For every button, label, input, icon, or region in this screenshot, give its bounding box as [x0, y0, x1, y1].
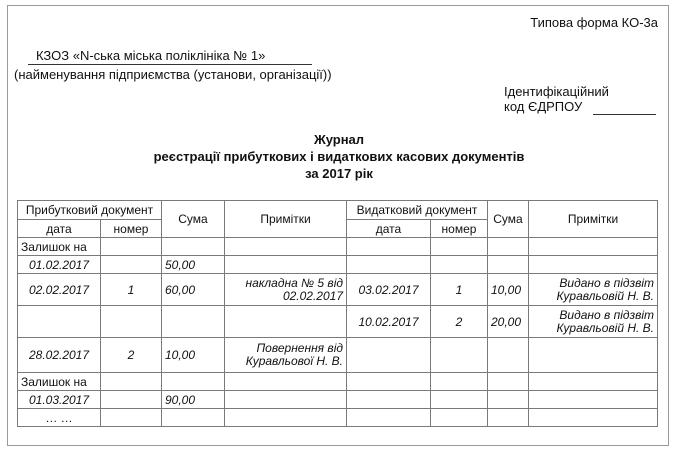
income-number-cell [101, 306, 162, 338]
expense-number-cell [431, 373, 488, 391]
income-number-cell [101, 373, 162, 391]
income-note-cell [225, 373, 347, 391]
expense-sum-cell [488, 338, 529, 373]
income-date-cell: … … [18, 409, 101, 427]
expense-note-cell [529, 338, 658, 373]
expense-date-cell [347, 391, 431, 409]
expense-sum-cell: 10,00 [488, 274, 529, 306]
income-note-cell: накладна № 5 від 02.02.2017 [225, 274, 347, 306]
expense-note-cell [529, 409, 658, 427]
expense-number-cell [431, 338, 488, 373]
expense-doc-header: Видатковий документ [347, 201, 488, 220]
expense-number-cell: 2 [431, 306, 488, 338]
table-row [18, 338, 658, 373]
income-number-cell [101, 256, 162, 274]
expense-note-cell: Видано в підзвіт Куравльовій Н. В. [529, 306, 658, 338]
income-note-cell [225, 256, 347, 274]
expense-number-header: номер [431, 220, 488, 238]
expense-date-header: дата [347, 220, 431, 238]
expense-sum-cell: 20,00 [488, 306, 529, 338]
journal-year: за 2017 рік [305, 166, 373, 181]
journal-table [17, 200, 658, 427]
income-doc-header: Прибутковий документ [18, 201, 162, 220]
expense-date-cell [347, 238, 431, 256]
income-note-cell: Повернення від Куравльової Н. В. [225, 338, 347, 373]
expense-date-cell [347, 338, 431, 373]
expense-number-cell: 1 [431, 274, 488, 306]
income-sum-header: Сума [162, 201, 225, 238]
income-date-cell: 02.02.2017 [18, 274, 101, 306]
table-row [18, 391, 658, 409]
expense-notes-header: Примітки [529, 201, 658, 238]
table-row [18, 409, 658, 427]
edrpou-code-label: код ЄДРПОУ [504, 99, 583, 114]
identification-label: Ідентифікаційний [504, 84, 609, 99]
expense-note-cell: Видано в підзвіт Куравльовій Н. В. [529, 274, 658, 306]
expense-sum-cell [488, 373, 529, 391]
edrpou-code-field [593, 114, 656, 115]
expense-sum-cell [488, 238, 529, 256]
expense-date-cell [347, 373, 431, 391]
income-date-cell: Залишок на [18, 238, 101, 256]
expense-number-cell [431, 256, 488, 274]
expense-date-cell [347, 409, 431, 427]
expense-date-cell: 10.02.2017 [347, 306, 431, 338]
income-sum-cell [162, 409, 225, 427]
income-sum-cell: 10,00 [162, 338, 225, 373]
expense-note-cell [529, 373, 658, 391]
expense-sum-header: Сума [488, 201, 529, 238]
income-note-cell [225, 391, 347, 409]
income-sum-cell: 60,00 [162, 274, 225, 306]
expense-number-cell [431, 238, 488, 256]
table-row [18, 373, 658, 391]
table-row [18, 256, 658, 274]
income-notes-header: Примітки [225, 201, 347, 238]
form-type: Типова форма КО-3а [530, 15, 658, 30]
income-date-cell: 28.02.2017 [18, 338, 101, 373]
income-date-header: дата [18, 220, 101, 238]
table-row [18, 274, 658, 306]
income-sum-cell [162, 306, 225, 338]
income-sum-cell: 50,00 [162, 256, 225, 274]
expense-note-cell [529, 238, 658, 256]
income-number-cell: 2 [101, 338, 162, 373]
journal-title: Журнал [313, 132, 365, 147]
expense-number-cell [431, 391, 488, 409]
income-number-cell: 1 [101, 274, 162, 306]
income-date-cell: 01.02.2017 [18, 256, 101, 274]
expense-note-cell [529, 391, 658, 409]
expense-sum-cell [488, 391, 529, 409]
income-number-cell [101, 409, 162, 427]
journal-subtitle: реєстрації прибуткових і видаткових касових документів [153, 149, 525, 164]
organization-caption: (найменування підприємства (установи, організації)) [14, 67, 332, 82]
table-row [18, 306, 658, 338]
organization-name: КЗОЗ «N-ська міська поліклініка № 1» [36, 48, 266, 63]
expense-date-cell: 03.02.2017 [347, 274, 431, 306]
income-number-cell [101, 238, 162, 256]
income-note-cell [225, 238, 347, 256]
income-note-cell [225, 409, 347, 427]
income-date-cell: 01.03.2017 [18, 391, 101, 409]
income-number-cell [101, 391, 162, 409]
expense-sum-cell [488, 409, 529, 427]
expense-note-cell [529, 256, 658, 274]
income-sum-cell [162, 238, 225, 256]
income-sum-cell [162, 373, 225, 391]
income-date-cell: Залишок на [18, 373, 101, 391]
expense-number-cell [431, 409, 488, 427]
expense-date-cell [347, 256, 431, 274]
expense-sum-cell [488, 256, 529, 274]
income-number-header: номер [101, 220, 162, 238]
income-note-cell [225, 306, 347, 338]
table-row [18, 238, 658, 256]
organization-underline [28, 64, 312, 65]
income-sum-cell: 90,00 [162, 391, 225, 409]
income-date-cell [18, 306, 101, 338]
